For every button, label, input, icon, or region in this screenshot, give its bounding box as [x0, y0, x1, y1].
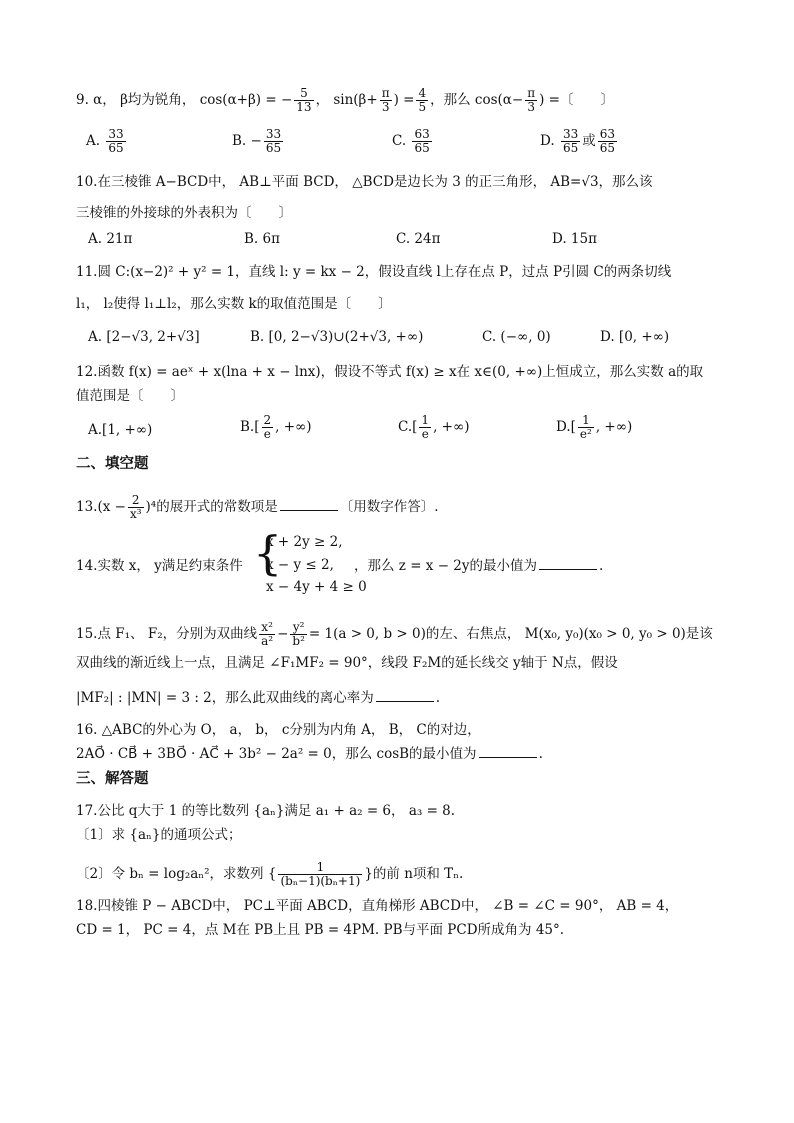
question-11-line2: l₁， l₂使得 l₁⊥l₂，那么实数 k的取值范围是〔 〕	[76, 296, 392, 312]
q14-constraint-1: x + 2y ≥ 2,	[266, 534, 343, 550]
question-15-line2: 双曲线的渐近线上一点，且满足 ∠F₁MF₂ = 90°，线段 F₂M的延长线交 y轴于 N点，假设	[76, 655, 618, 671]
question-18-line1: 18.四棱锥 P − ABCD中， PC⊥平面 ABCD，直角梯形 ABCD中， ∠B = ∠C = 90°， AB = 4，	[76, 898, 679, 914]
q17-fraction: $\frac{1}{\text{(bₙ−1)(bₙ+1)}}$	[280, 860, 361, 888]
q12-option-c: C.[ $\frac{1}{e}$ , +∞)	[398, 413, 470, 441]
q12-option-b: B.[ $\frac{2}{e}$ , +∞)	[240, 413, 312, 441]
question-17-line3: 〔2〕令 bₙ = log₂aₙ²，求数列 { $\frac{1}{\text{(bₙ−1)(bₙ+1)}}$ }的前 n项和 Tₙ.	[76, 860, 464, 888]
q11-option-c: C. (−∞, 0)	[482, 329, 551, 345]
q11-option-b: B. [0, 2−√3)∪(2+√3, +∞)	[250, 329, 424, 345]
question-10-line2: 三棱锥的外接球的外表积为〔 〕	[76, 205, 292, 221]
q12-option-a: A.[1, +∞)	[88, 422, 153, 438]
question-17-line2: 〔1〕求 {aₙ}的通项公式；	[76, 827, 242, 843]
q9-option-c: C. $\frac{63}{65}$	[392, 127, 430, 155]
question-15-line3: |MF₂| : |MN| = 3 : 2，那么此双曲线的离心率为 .	[76, 690, 441, 706]
question-18-line2: CD = 1， PC = 4，点 M在 PB上且 PB = 4PM. PB与平面 PCD所成角为 45°.	[76, 922, 565, 938]
section-solution-heading: 三、解答题	[76, 771, 149, 787]
question-17-line1: 17.公比 q大于 1 的等比数列 {aₙ}满足 a₁ + a₂ = 6， a₃ = 8.	[76, 803, 456, 819]
q14-constraint-3: x − 4y + 4 ≥ 0	[266, 579, 367, 595]
question-12-line2: 值范围是〔 〕	[76, 388, 184, 404]
q13-fraction: $\frac{2}{\text{x³}}$	[129, 493, 142, 521]
q11-option-a: A. [2−√3, 2+√3]	[88, 329, 200, 345]
question-15-line1: 15.点 F₁、 F₂，分别为双曲线 $\frac{\text{x²}}{\text{a²}}$ − $\frac{\text{y²}}{\text{b²}}$ = 1(a > 0, b > 0)的左、右焦点， M(x₀, y₀)(x₀ > 0, y₀ > 0)是该	[76, 620, 713, 648]
q9-option-d: D. $\frac{33}{65}$ 或 $\frac{63}{65}$	[540, 127, 615, 155]
q9-text-a: 9. α， β均为锐角，	[76, 92, 196, 108]
q16-answer-blank	[479, 757, 537, 758]
question-9-stem	[76, 87, 614, 114]
q9-text-b: cos(α+β) = −	[199, 92, 293, 108]
q9-text-c: ， sin(β+	[315, 92, 378, 108]
q10-option-a: A. 21π	[88, 231, 133, 247]
q11-option-d: D. [0, +∞)	[600, 329, 670, 345]
q15-fraction-x: $\frac{\text{x²}}{\text{a²}}$	[261, 620, 274, 648]
q9-fraction-2: $\frac{\pi}{3}$	[381, 86, 390, 114]
q9-fraction-1: $\frac{5}{13}$	[296, 86, 312, 114]
q15-fraction-y: $\frac{\text{y²}}{\text{b²}}$	[292, 620, 305, 648]
q9-option-a: A. $\frac{33}{65}$	[86, 127, 124, 155]
q10-option-c: C. 24π	[396, 231, 441, 247]
q9-text-f: ) =〔 〕	[539, 92, 614, 108]
question-10-line1: 10.在三棱锥 A−BCD中， AB⊥平面 BCD， △BCD是边长为 3 的正三角形， AB=√3，那么该	[76, 174, 653, 190]
q14-answer-blank	[539, 569, 597, 570]
q9-fraction-3: $\frac{4}{5}$	[418, 86, 427, 114]
question-16-line1: 16. △ABC的外心为 O， a， b， c分别为内角 A， B， C的对边，	[76, 722, 481, 738]
q12-option-d: D.[ $\frac{1}{\text{e²}}$ , +∞)	[556, 413, 633, 441]
section-fill-in-heading: 二、填空题	[76, 456, 149, 472]
q14-brace: {	[253, 526, 283, 580]
q15-answer-blank	[376, 701, 434, 702]
q9-fraction-4: $\frac{\pi}{3}$	[527, 86, 536, 114]
q10-option-b: B. 6π	[244, 231, 280, 247]
question-14-pre: 14.实数 x， y满足约束条件	[76, 558, 243, 574]
question-11-line1: 11.圆 C:(x−2)² + y² = 1，直线 l: y = kx − 2，假设直线 l上存在点 P，过点 P引圆 C的两条切线	[76, 264, 672, 280]
q9-text-e: ，那么 cos(α−	[430, 92, 524, 108]
question-13: 13.(x − $\frac{2}{\text{x³}}$ )⁴的展开式的常数项是 〔用数字作答〕.	[76, 493, 439, 521]
q9-option-b: B. − $\frac{33}{65}$	[232, 127, 282, 155]
q10-option-d: D. 15π	[552, 231, 597, 247]
q14-constraint-2: x − y ≤ 2,	[266, 557, 334, 573]
q9-text-d: ) =	[393, 92, 415, 108]
question-14-post: ，那么 z = x − 2y的最小值为 .	[354, 558, 604, 574]
question-16-line2: 2AO⃗ · CB⃗ + 3BO⃗ · AC⃗ + 3b² − 2a² = 0，那么 cosB的最小值为 .	[76, 746, 543, 762]
q13-answer-blank	[280, 510, 338, 511]
question-12-line1: 12.函数 f(x) = aeˣ + x(lna + x − lnx)，假设不等式 f(x) ≥ x在 x∈(0, +∞)上恒成立，那么实数 a的取	[76, 364, 704, 380]
